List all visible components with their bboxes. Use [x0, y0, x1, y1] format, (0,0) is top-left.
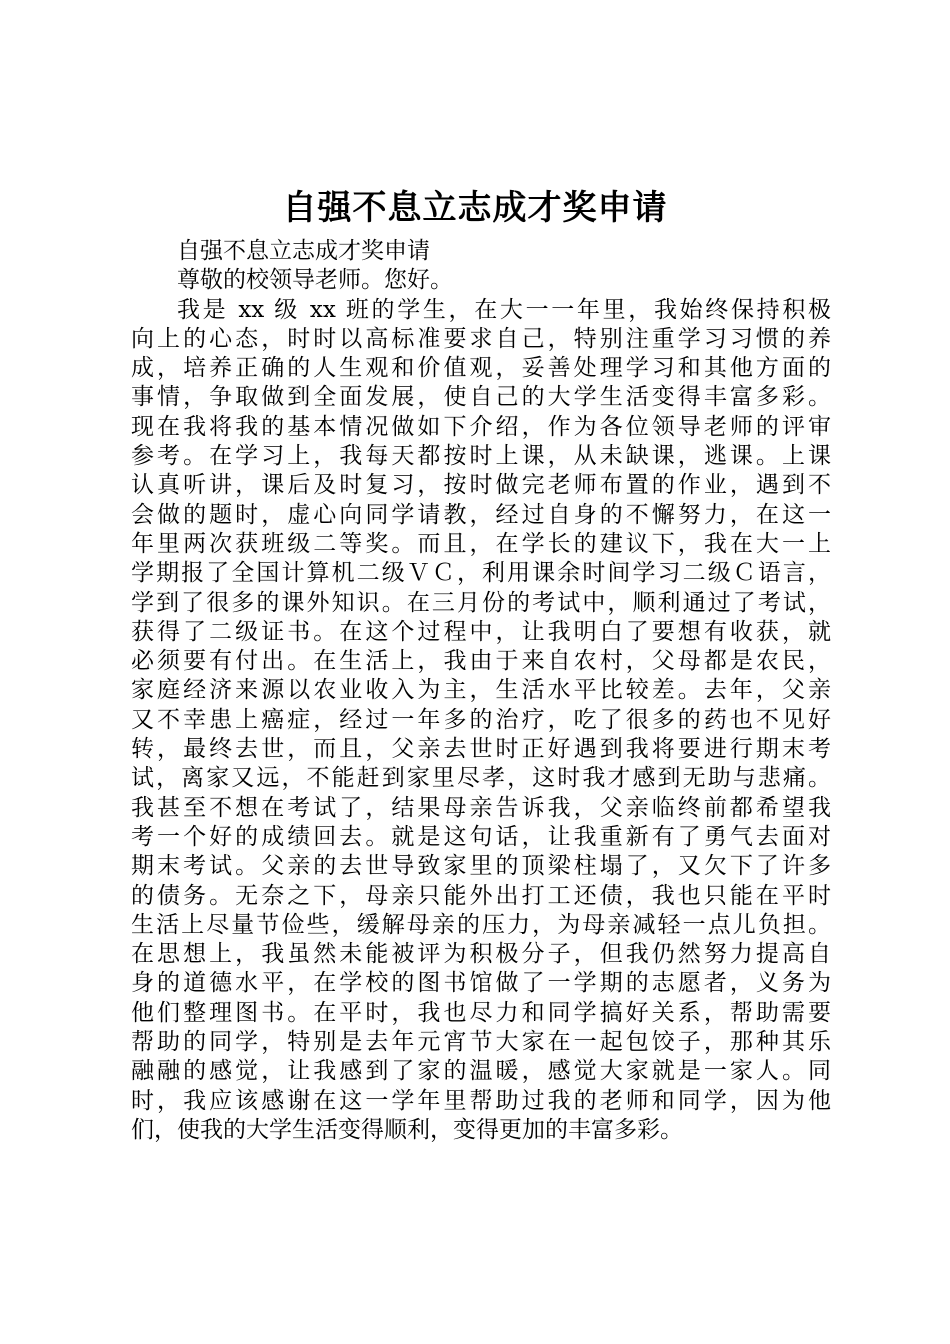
- body-line: 自强不息立志成才奖申请: [177, 238, 430, 264]
- body-line: 考一个好的成绩回去。就是这句话，让我重新有了勇气去面对: [131, 823, 831, 850]
- body-line: 年里两次获班级二等奖。而且，在学长的建议下，我在大一上: [131, 530, 831, 557]
- body-line: 期末考试。父亲的去世导致家里的顶梁柱塌了，又欠下了许多: [131, 853, 831, 880]
- body-line: 我是 xx 级 xx 班的学生，在大一一年里，我始终保持积极: [177, 296, 831, 323]
- body-line: 身的道德水平，在学校的图书馆做了一学期的志愿者，义务为: [131, 970, 831, 997]
- body-line: 事情，争取做到全面发展，使自己的大学生活变得丰富多彩。: [131, 384, 831, 411]
- document-body: [131, 237, 831, 1145]
- body-line: 我甚至不想在考试了，结果母亲告诉我，父亲临终前都希望我: [131, 794, 831, 821]
- body-line: 向上的心态，时时以高标准要求自己，特别注重学习习惯的养: [131, 325, 831, 352]
- body-line: 转，最终去世，而且，父亲去世时正好遇到我将要进行期末考: [131, 736, 831, 763]
- body-line: 时，我应该感谢在这一学年里帮助过我的老师和同学，因为他: [131, 1087, 831, 1114]
- body-line: 融融的感觉，让我感到了家的温暖，感觉大家就是一家人。同: [131, 1058, 831, 1085]
- body-line: 的债务。无奈之下，母亲只能外出打工还债，我也只能在平时: [131, 882, 831, 909]
- body-line: 现在我将我的基本情况做如下介绍，作为各位领导老师的评审: [131, 413, 831, 440]
- body-line: 参考。在学习上，我每天都按时上课，从未缺课，逃课。上课: [131, 443, 831, 470]
- body-line: 试，离家又远，不能赶到家里尽孝，这时我才感到无助与悲痛。: [131, 765, 831, 792]
- body-line: 成，培养正确的人生观和价值观，妥善处理学习和其他方面的: [131, 355, 831, 382]
- body-line: 生活上尽量节俭些，缓解母亲的压力，为母亲减轻一点儿负担。: [131, 911, 831, 938]
- body-line: 学期报了全国计算机二级ＶＣ，利用课余时间学习二级Ｃ语言，: [131, 560, 831, 587]
- body-line: 学到了很多的课外知识。在三月份的考试中，顺利通过了考试，: [131, 589, 831, 616]
- body-line: 必须要有付出。在生活上，我由于来自农村，父母都是农民，: [131, 648, 831, 675]
- body-line: 认真听讲，课后及时复习，按时做完老师布置的作业，遇到不: [131, 472, 831, 499]
- body-line: 帮助的同学，特别是去年元宵节大家在一起包饺子，那种其乐: [131, 1029, 831, 1056]
- body-line: 家庭经济来源以农业收入为主，生活水平比较差。去年，父亲: [131, 677, 831, 704]
- body-line: 又不幸患上癌症，经过一年多的治疗，吃了很多的药也不见好: [131, 706, 831, 733]
- document-title: 自强不息立志成才奖申请: [282, 188, 668, 228]
- body-line: 他们整理图书。在平时，我也尽力和同学搞好关系，帮助需要: [131, 999, 831, 1026]
- body-line: 们，使我的大学生活变得顺利，变得更加的丰富多彩。: [131, 1116, 683, 1143]
- body-line: 会做的题时，虚心向同学请教，经过自身的不懈努力，在这一: [131, 501, 831, 528]
- body-line: 尊敬的校领导老师。您好。: [177, 267, 453, 294]
- body-line: 获得了二级证书。在这个过程中，让我明白了要想有收获，就: [131, 618, 831, 645]
- body-line: 在思想上，我虽然未能被评为积极分子，但我仍然努力提高自: [131, 941, 831, 968]
